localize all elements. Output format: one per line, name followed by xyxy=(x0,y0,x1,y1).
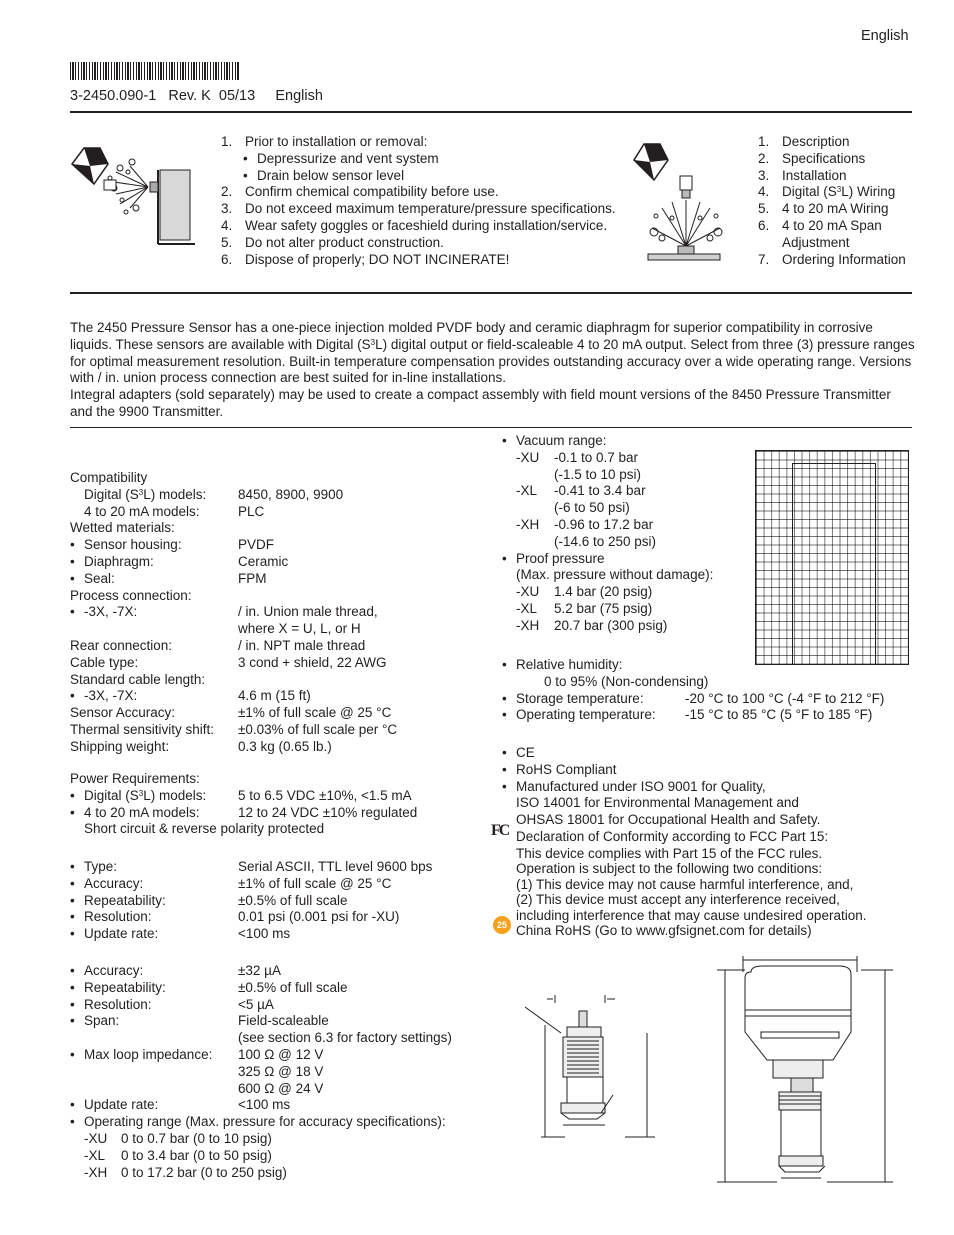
sensor-dimension-drawing xyxy=(525,985,665,1140)
barcode xyxy=(70,62,240,80)
safety-subitem: • Drain below sensor level xyxy=(243,167,405,183)
contents-item[interactable]: 4. Digital $(S^3L)$ Wiring xyxy=(758,184,896,200)
fcc-declaration: Operation is subject to the following two conditions: xyxy=(516,861,823,877)
spec-value: / in. NPT male thread xyxy=(238,637,366,653)
safety-item-4: 4. Wear safety goggles or faceshield during installation/service. xyxy=(221,217,608,233)
spec-value: <100 ms xyxy=(238,1097,291,1113)
spec-label: Digital $(S^3L)$ models: xyxy=(84,486,207,502)
power-specs: Power Requirements: • Digital $(S^3L)$ models: 5 to 6.5 VDC ±10%, <1.5 mA • 4 to 20 mA models: 12 to 24 VDC ±10% regulated Short circuit & reverse polarity protected xyxy=(70,771,418,837)
spec-value: Ceramic xyxy=(238,553,289,569)
ma-output-specs: • Accuracy: ±32 µA • Repeatability: ±0.5% of full scale • Resolution: <5 µA • Span: Field-scaleable (see section 6.3 for factory settings) • Max loop impedance: 100 Ω @ 12 V 325 Ω @ 18 V 600 Ω @ 24 V • Update rate: <100 ms • Operating range (Max. pressure for accuracy specifications): -XU 0 to 0.7 bar (0 to 10 psig) -XL 0 to 3.4 bar (0 to 50 psig) -XH 0 to 17.2 bar (0 to 250 psig) xyxy=(70,963,452,1180)
spec-label: 4 to 20 mA models: xyxy=(84,503,200,519)
contents-item[interactable]: Adjustment xyxy=(782,234,850,250)
spec-label: -XU xyxy=(84,1130,108,1146)
spec-value: FPM xyxy=(238,570,267,586)
doc-id-line xyxy=(70,88,323,105)
china-rohs: China RoHS (Go to www.gfsignet.com for details) xyxy=(516,923,812,939)
safety-list xyxy=(221,134,616,268)
spec-value: (-1.5 to 10 psi) xyxy=(554,466,642,482)
spec-label: 4 to 20 mA models: xyxy=(84,804,200,820)
spec-label: -XH xyxy=(516,516,540,532)
spec-label: Sensor Accuracy: xyxy=(70,705,176,721)
spec-label: -XU xyxy=(516,584,540,600)
safety-item-6: 6. Dispose of properly; DO NOT INCINERATE! xyxy=(221,251,510,267)
spec-label: Relative humidity: xyxy=(516,657,623,672)
environment-specs: • Relative humidity: 0 to 95% (Non-condensing) • Storage temperature: -20 °C to 100 °C (-4 °F to 212 °F) • Operating temperature: -15 °C to 85 °C (5 °F to 185 °F) xyxy=(502,657,885,723)
spec-value: 325 Ω @ 18 V xyxy=(238,1063,324,1079)
spec-value: -0.96 to 17.2 bar xyxy=(554,516,654,532)
spec-value: Serial ASCII, TTL level 9600 bps xyxy=(238,859,433,874)
spec-heading: Standard cable length: xyxy=(70,671,206,687)
spec-value: ±1% of full scale @ 25 °C xyxy=(238,875,392,891)
spec-value: 5.2 bar (75 psig) xyxy=(554,600,653,616)
spec-value: ±0.5% of full scale xyxy=(238,979,348,995)
spec-label: Digital $(S^3L)$ models: xyxy=(84,787,207,803)
spec-label: Resolution: xyxy=(84,996,152,1012)
vacuum-specs: • Vacuum range: -XU -0.1 to 0.7 bar (-1.5 to 10 psi) -XL -0.41 to 3.4 bar (-6 to 50 psi) -XH -0.96 to 17.2 bar (-14.6 to 250 psi) • Proof pressure (Max. pressure without damage): -XU 1.4 bar (20 psig) -XL 5.2 bar (75 psig) -XH 20.7 bar (300 psig) xyxy=(502,433,714,633)
spec-value: PLC xyxy=(238,503,265,519)
fcc-declaration: (2) This device must accept any interference received, xyxy=(516,892,840,908)
spec-value: 0.3 kg (0.65 lb.) xyxy=(238,738,332,754)
spec-value: (-14.6 to 250 psi) xyxy=(554,533,657,549)
spec-value: -15 °C to 85 °C (5 °F to 185 °F) xyxy=(685,707,873,723)
spec-value: (see section 6.3 for factory settings) xyxy=(238,1030,452,1046)
spec-value: 0 to 0.7 bar (0 to 10 psig) xyxy=(121,1130,272,1146)
spec-label: Vacuum range: xyxy=(516,433,607,448)
spray-hazard-icon xyxy=(70,142,195,250)
spec-label: Operating range (Max. pressure for accuracy specifications): xyxy=(84,1114,446,1130)
safety-subitem: • Depressurize and vent system xyxy=(243,150,439,166)
spec-note: (Max. pressure without damage): xyxy=(516,567,714,583)
fcc-logo: FC xyxy=(491,822,509,839)
spec-label: Update rate: xyxy=(84,1097,159,1113)
fcc-declaration: This device complies with Part 15 of the FCC rules. xyxy=(516,845,823,861)
spec-value: 3 cond + shield, 22 AWG xyxy=(238,654,387,670)
spec-value: 12 to 24 VDC ±10% regulated xyxy=(238,804,418,820)
standard-rohs: RoHS Compliant xyxy=(516,761,617,777)
spec-label: Type: xyxy=(84,859,118,874)
spec-value: ±1% of full scale @ 25 °C xyxy=(238,705,392,721)
spec-value: ±0.03% of full scale per °C xyxy=(238,721,398,737)
spec-label: -XL xyxy=(516,600,538,616)
safety-item-5: 5. Do not alter product construction. xyxy=(221,234,444,250)
spec-label: Span: xyxy=(84,1013,120,1029)
spec-value: Field-scaleable xyxy=(238,1013,329,1029)
contents-item[interactable]: 3. Installation xyxy=(758,167,847,183)
safety-item-2: 2. Confirm chemical compatibility before use. xyxy=(221,184,499,200)
spec-value: 0.01 psi (0.001 psi for -XU) xyxy=(238,909,400,925)
spec-value: / in. Union male thread, xyxy=(238,604,378,620)
spec-label: -3X, -7X: xyxy=(84,604,138,620)
spec-value: where X = U, L, or H xyxy=(238,621,361,637)
spec-value: <5 µA xyxy=(238,996,274,1012)
safety-item-1: 1. Prior to installation or removal: xyxy=(221,134,428,149)
fcc-declaration: (1) This device may not cause harmful interference, and, xyxy=(516,876,854,892)
spec-heading: Process connection: xyxy=(70,587,192,603)
description-paragraph: The 2450 Pressure Sensor has a one-piece injection molded PVDF body and ceramic diaphragm for superior compatibility in corrosive liquids. These sensors are available with Digital $(S^3L)$ digital output or field-scaleable 4 to 20 mA output. Select from three (3) pressure ranges for optimal measurement resolution. Built-in temperature compensation provides outstanding accuracy over a wide operating range. Versions with / in. union process connection are best suited for in-line installations. xyxy=(70,320,915,386)
spec-value: -0.41 to 3.4 bar xyxy=(554,483,646,499)
contents-item[interactable]: 6. 4 to 20 mA Span xyxy=(758,217,882,233)
fcc-declaration: Declaration of Conformity according to FCC Part 15: xyxy=(516,828,829,844)
spec-label: -3X, -7X: xyxy=(84,688,138,704)
spec-value: 100 Ω @ 12 V xyxy=(238,1046,324,1062)
transmitter-dimension-drawing xyxy=(715,950,905,1190)
doc-number: 3-2450.090-1 xyxy=(70,88,157,104)
spec-value: 0 to 95% (Non-condensing) xyxy=(544,673,709,689)
doc-revision: Rev. K xyxy=(168,88,211,104)
spec-label: -XL xyxy=(516,483,538,499)
spec-value: 4.6 m (15 ft) xyxy=(238,688,311,704)
section-rule xyxy=(70,427,912,428)
pressure-warning-icon xyxy=(632,138,724,266)
spec-value: -20 °C to 100 °C (-4 °F to 212 °F) xyxy=(685,690,885,706)
spec-label: -XH xyxy=(84,1164,108,1180)
header-rule xyxy=(70,111,912,113)
spec-label: Storage temperature: xyxy=(516,690,644,706)
spec-value: <100 ms xyxy=(238,926,291,942)
spec-note: Short circuit & reverse polarity protected xyxy=(84,821,325,837)
standard-iso: OHSAS 18001 for Occupational Health and Safety. xyxy=(516,812,821,828)
pressure-temperature-graph xyxy=(755,450,909,665)
spec-label: Diaphragm: xyxy=(84,553,154,569)
section-rule xyxy=(70,292,912,294)
contents-list xyxy=(758,134,906,268)
spec-heading: Compatibility xyxy=(70,470,148,485)
doc-language: English xyxy=(275,88,323,104)
description-paragraph: Integral adapters (sold separately) may be used to create a compact assembly with field mount versions of the 8450 Pressure Transmitter and the 9900 Transmitter. xyxy=(70,387,891,419)
description xyxy=(70,320,915,421)
spec-heading: Power Requirements: xyxy=(70,771,200,786)
spec-label: Repeatability: xyxy=(84,892,166,908)
spec-label: Cable type: xyxy=(70,654,139,670)
standard-iso: ISO 14001 for Environmental Management and xyxy=(516,795,799,811)
spec-label: Repeatability: xyxy=(84,979,166,995)
contents-item[interactable]: 2. Specifications xyxy=(758,150,866,166)
spec-label: Seal: xyxy=(84,570,115,586)
spec-label: -XU xyxy=(516,449,540,465)
digital-output-specs: • Type: Serial ASCII, TTL level 9600 bps • Accuracy: ±1% of full scale @ 25 °C • Repeatability: ±0.5% of full scale • Resolution: 0.01 psi (0.001 psi for -XU) • Update rate: <100 ms xyxy=(70,859,433,942)
language-top: English xyxy=(861,28,909,44)
general-specs: Compatibility Digital $(S^3L)$ models: 8450, 8900, 9900 4 to 20 mA models: PLC Wetted materials: • Sensor housing: PVDF • Diaphragm: Ceramic • Seal: FPM Process connection: • -3X, -7X: / in. Union male thread, where X = U, L, or H Rear connection: / in. NPT male thread Cable type: 3 cond + shield, 22 AWG Standard cable length: • -3X, -7X: 4.6 m (15 ft) Sensor Accuracy: ±1% of full scale @ 25 °C Thermal sensitivity shift: ±0.03% of full scale per °C Shipping weight: 0.3 kg (0.65 lb.) xyxy=(70,470,398,754)
spec-label: Accuracy: xyxy=(84,875,144,891)
spec-label: Accuracy: xyxy=(84,963,144,978)
doc-date: 05/13 xyxy=(218,88,256,104)
spec-value: 8450, 8900, 9900 xyxy=(238,486,344,502)
spec-value: -0.1 to 0.7 bar xyxy=(554,449,639,465)
spec-label: Rear connection: xyxy=(70,637,173,653)
spec-label: Thermal sensitivity shift: xyxy=(70,721,215,737)
spec-heading: Wetted materials: xyxy=(70,520,175,536)
spec-value: ±0.5% of full scale xyxy=(238,892,348,908)
spec-value: ±32 µA xyxy=(238,963,281,978)
safety-item-3: 3. Do not exceed maximum temperature/pressure specifications. xyxy=(221,201,616,217)
standard-iso: Manufactured under ISO 9001 for Quality, xyxy=(516,778,766,794)
spec-value: PVDF xyxy=(238,537,275,553)
contents-item[interactable]: 7. Ordering Information xyxy=(758,251,906,267)
spec-label: Resolution: xyxy=(84,909,152,925)
spec-label: Shipping weight: xyxy=(70,738,170,754)
spec-value: 1.4 bar (20 psig) xyxy=(554,584,653,600)
standards-list: • CE • RoHS Compliant • Manufactured under ISO 9001 for Quality, ISO 14001 for Environmental Management and OHSAS 18001 for Occupational Health and Safety. Declaration of Conformity according to FCC Part 15: This device complies with Part 15 of the FCC rules. Operation is subject to the following two conditions: (1) This device may not cause harmful interference, and, (2) This device must accept any interference received, including interference that may cause undesired operation. China RoHS (Go to www.gfsignet.com for details) xyxy=(502,745,867,939)
spec-value: (-6 to 50 psi) xyxy=(554,500,630,516)
spec-label: Update rate: xyxy=(84,926,159,942)
contents-item[interactable]: 1. Description xyxy=(758,134,850,149)
spec-label: Sensor housing: xyxy=(84,537,182,553)
spec-label: -XH xyxy=(516,617,540,633)
spec-label: Max loop impedance: xyxy=(84,1046,213,1062)
fcc-declaration: including interference that may cause undesired operation. xyxy=(516,907,867,923)
contents-item[interactable]: 5. 4 to 20 mA Wiring xyxy=(758,201,889,217)
spec-value: 0 to 17.2 bar (0 to 250 psig) xyxy=(121,1164,287,1180)
spec-label: -XL xyxy=(84,1147,106,1163)
china-rohs-logo: 25 xyxy=(493,916,511,934)
standard-ce: CE xyxy=(516,745,535,760)
spec-value: 0 to 3.4 bar (0 to 50 psig) xyxy=(121,1147,272,1163)
spec-value: 5 to 6.5 VDC ±10%, <1.5 mA xyxy=(238,787,412,803)
spec-value: 20.7 bar (300 psig) xyxy=(554,617,668,633)
spec-label: Proof pressure xyxy=(516,550,605,566)
spec-label: Operating temperature: xyxy=(516,707,656,723)
spec-value: 600 Ω @ 24 V xyxy=(238,1080,324,1096)
